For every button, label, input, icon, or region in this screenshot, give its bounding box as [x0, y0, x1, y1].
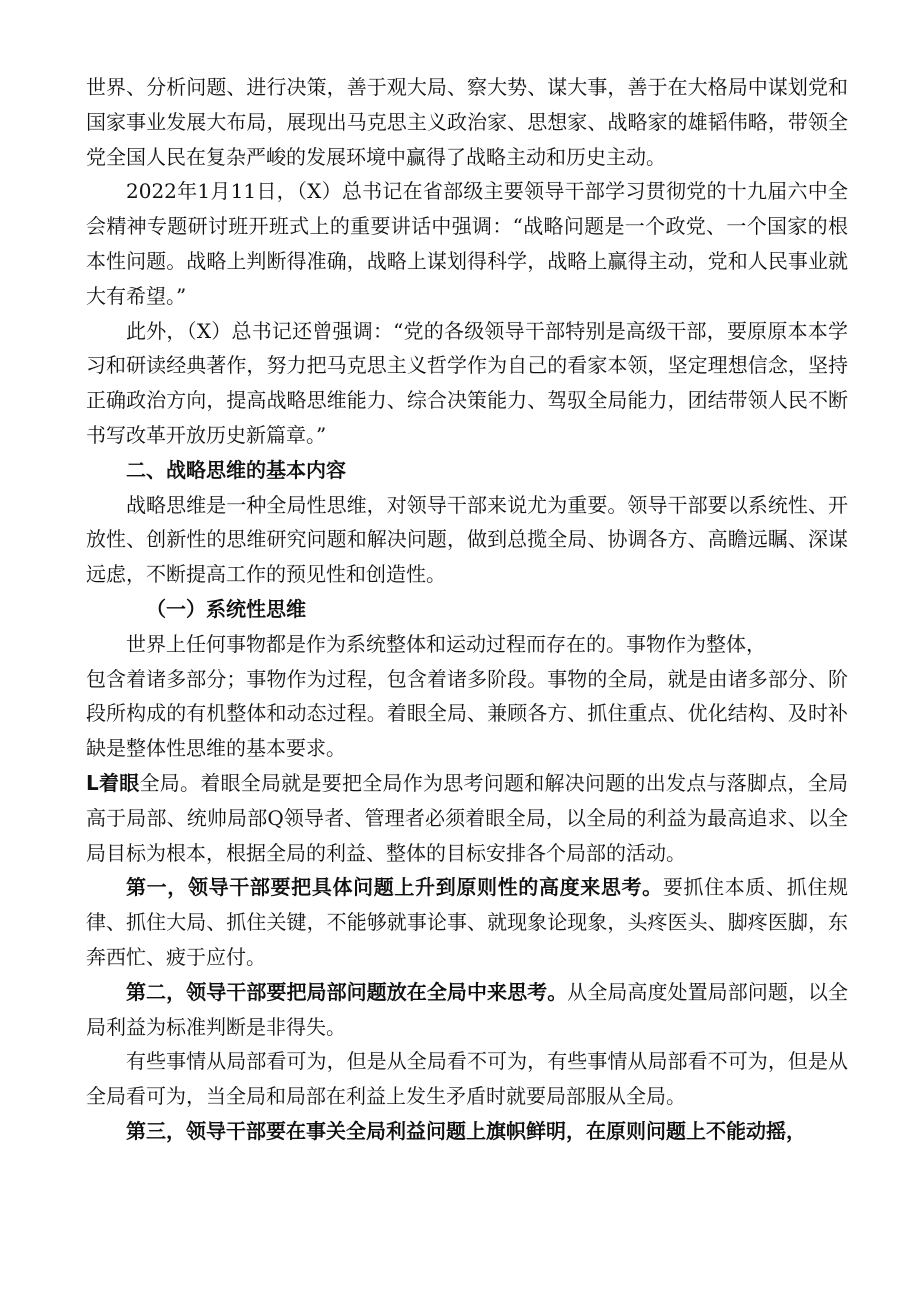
paragraph-local-vs-global: 有些事情从局部看可为，但是从全局看不可为，有些事情从局部看不可为，但是从全局看可为，当全局和局部在利益上发生矛盾时就要局部服从全局。 — [86, 1049, 848, 1109]
focus-rest: 全局。着眼全局就是要把全局作为思考问题和解决问题的出发点与落脚点，全局高于局部、统帅局部Q领导者、管理者必须着眼全局，以全局的利益为最高追求、以全局目标为根本，根据全局的利益、整体的目标安排各个局部的活动。 — [86, 770, 848, 865]
second-rest: 从全局高度处置局部问题，以全局利益为标准判断是非得失。 — [86, 979, 849, 1039]
paragraph-speech-2022: 2022年1月11日，（X）总书记在省部级主要领导干部学习贯彻党的十九届六中全会精神专题研讨班开班式上的重要讲话中强调：“战略问题是一个政党、一个国家的根本性问题。战略上判断得准确，战略上谋划得科学，战略上赢得主动，党和人民事业就大有希望。” — [86, 179, 848, 308]
paragraph-first — [86, 870, 848, 974]
paragraph-system-line1: 世界上任何事物都是作为系统整体和运动过程而存在的。事物作为整体， — [126, 631, 766, 656]
paragraph-focus-overall — [86, 766, 848, 870]
second-lead: 第二，领导干部要把局部问题放在全局中来思考。 — [126, 979, 568, 1004]
paragraph-second — [86, 975, 848, 1045]
paragraph-strategic-thinking: 战略思维是一种全局性思维，对领导干部来说尤为重要。领导干部要以系统性、开放性、创新性的思维研究问题和解决问题，做到总揽全局、协调各方、高瞻远瞩、深谋远虑，不断提高工作的预见性和创造性。 — [86, 492, 848, 587]
focus-lead: L着眼 — [86, 770, 140, 795]
document-page — [86, 70, 848, 1149]
paragraph-third — [86, 1114, 848, 1149]
first-lead: 第一，领导干部要把具体问题上升到原则性的高度来思考。 — [126, 875, 663, 900]
paragraph-classics: 此外，（X）总书记还曾强调：“党的各级领导干部特别是高级干部，要原原本本学习和研读经典著作，努力把马克思主义哲学作为自己的看家本领，坚定理想信念，坚持正确政治方向，提高战略思维能力、综合决策能力、驾驭全局能力，团结带领人民不断书写改革开放历史新篇章。” — [86, 318, 848, 447]
first-rest: 要抓住本质、抓住规律、抓住大局、抓住关键，不能够就事论事、就现象论现象，头疼医头、脚疼医脚，东奔西忙、疲于应付。 — [86, 875, 849, 969]
third-lead: 第三，领导干部要在事关全局利益问题上旗帜鲜明，在原则问题上不能动摇， — [126, 1118, 806, 1143]
paragraph-system-rest: 包含着诸多部分；事物作为过程，包含着诸多阶段。事物的全局，就是由诸多部分、阶段所构成的有机整体和动态过程。着眼全局、兼顾各方、抓住重点、优化结构、及时补缺是整体性思维的基本要求。 — [86, 666, 848, 761]
section-heading-2: 二、战略思维的基本内容 — [126, 457, 346, 482]
paragraph-intro: 世界、分析问题、进行决策，善于观大局、察大势、谋大事，善于在大格局中谋划党和国家事业发展大布局，展现出马克思主义政治家、思想家、战略家的雄韬伟略，带领全党全国人民在复杂严峻的发展环境中赢得了战略主动和历史主动。 — [86, 75, 848, 169]
subsection-heading-1: （一）系统性思维 — [146, 596, 306, 621]
